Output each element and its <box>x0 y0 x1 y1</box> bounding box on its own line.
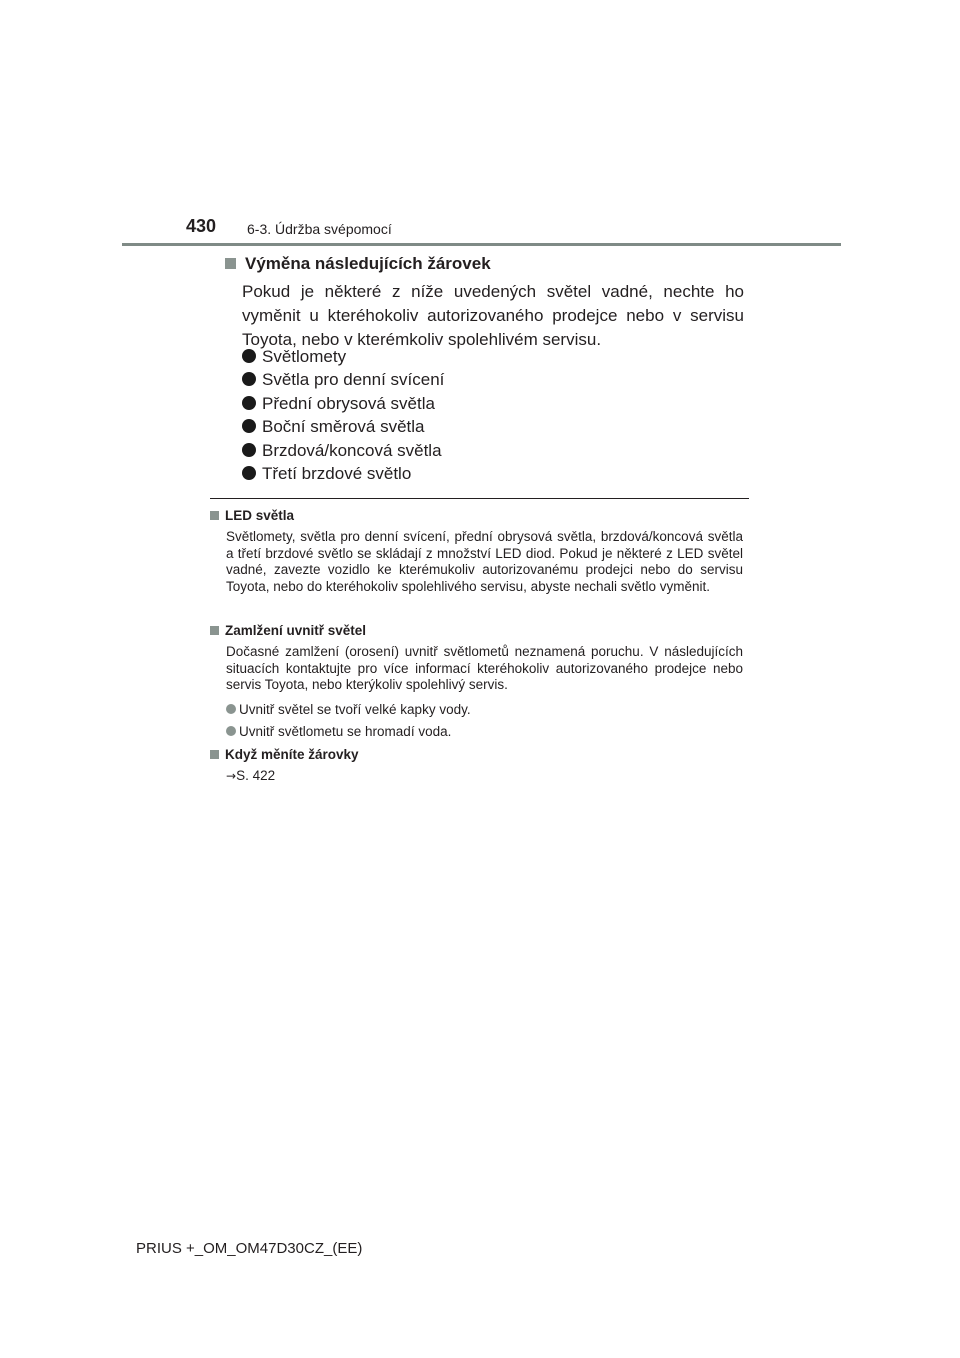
note-heading-fogging: Zamlžení uvnitř světel <box>210 623 366 638</box>
page-reference[interactable] <box>226 768 275 783</box>
section-title: 6-3. Údržba svépomocí <box>247 221 392 237</box>
list-item: Přední obrysová světla <box>242 392 444 415</box>
list-item: Brzdová/koncová světla <box>242 439 444 462</box>
square-bullet-icon <box>210 750 219 759</box>
notes-divider <box>210 498 749 499</box>
bullet-dot-icon <box>242 443 256 457</box>
note-heading-changing: Když měníte žárovky <box>210 747 359 762</box>
list-item: Uvnitř světlometu se hromadí voda. <box>226 724 451 739</box>
bullet-dot-icon <box>242 466 256 480</box>
bullet-dot-icon <box>242 396 256 410</box>
bullet-dot-icon <box>242 349 256 363</box>
document-id: PRIUS +_OM_OM47D30CZ_(EE) <box>136 1240 363 1257</box>
bullet-dot-icon <box>242 372 256 386</box>
list-item: Boční směrová světla <box>242 415 444 438</box>
list-item: Světlomety <box>242 345 444 368</box>
main-heading <box>225 254 491 274</box>
list-item: Uvnitř světel se tvoří velké kapky vody. <box>226 702 471 717</box>
header-divider <box>122 243 841 246</box>
list-item: Třetí brzdové světlo <box>242 462 444 485</box>
main-heading-text: Výměna následujících žárovek <box>245 254 491 273</box>
note-body-led: Světlomety, světla pro denní svícení, přední obrysová světla, brzdová/koncová světla a třetí brzdové světlo se skládají z množství LED diod. Pokud je některé z LED světel vadné, zavezte vozidlo ke kterémukoliv autorizovanému prodejci nebo do servisu Toyota, nebo do kteréhokoliv spolehlivého servisu, abyste nechali světlo vyměnit. <box>226 529 743 594</box>
square-bullet-icon <box>225 258 236 269</box>
bullet-dot-icon <box>226 704 236 714</box>
bullet-dot-icon <box>226 726 236 736</box>
list-item: Světla pro denní svícení <box>242 368 444 391</box>
square-bullet-icon <box>210 626 219 635</box>
bulb-list <box>242 345 444 485</box>
page-reference-text[interactable]: S. 422 <box>236 768 276 783</box>
square-bullet-icon <box>210 511 219 520</box>
note-heading-led: LED světla <box>210 508 294 523</box>
note-body-fogging: Dočasné zamlžení (orosení) uvnitř světlometů neznamená poruchu. V následujících situacích kontaktujte pro více informací kteréhokoliv autorizovaného prodejce nebo servis Toyota, nebo kterýkoliv spolehlivý servis. <box>226 644 743 693</box>
bullet-dot-icon <box>242 419 256 433</box>
arrow-right-icon: → <box>226 769 237 783</box>
page-number: 430 <box>186 216 217 236</box>
main-paragraph: Pokud je některé z níže uvedených světel vadné, nechte ho vyměnit u kteréhokoliv autorizovaného prodejce nebo v servisu Toyota, nebo v kterémkoliv spolehlivém servisu. <box>242 282 744 349</box>
